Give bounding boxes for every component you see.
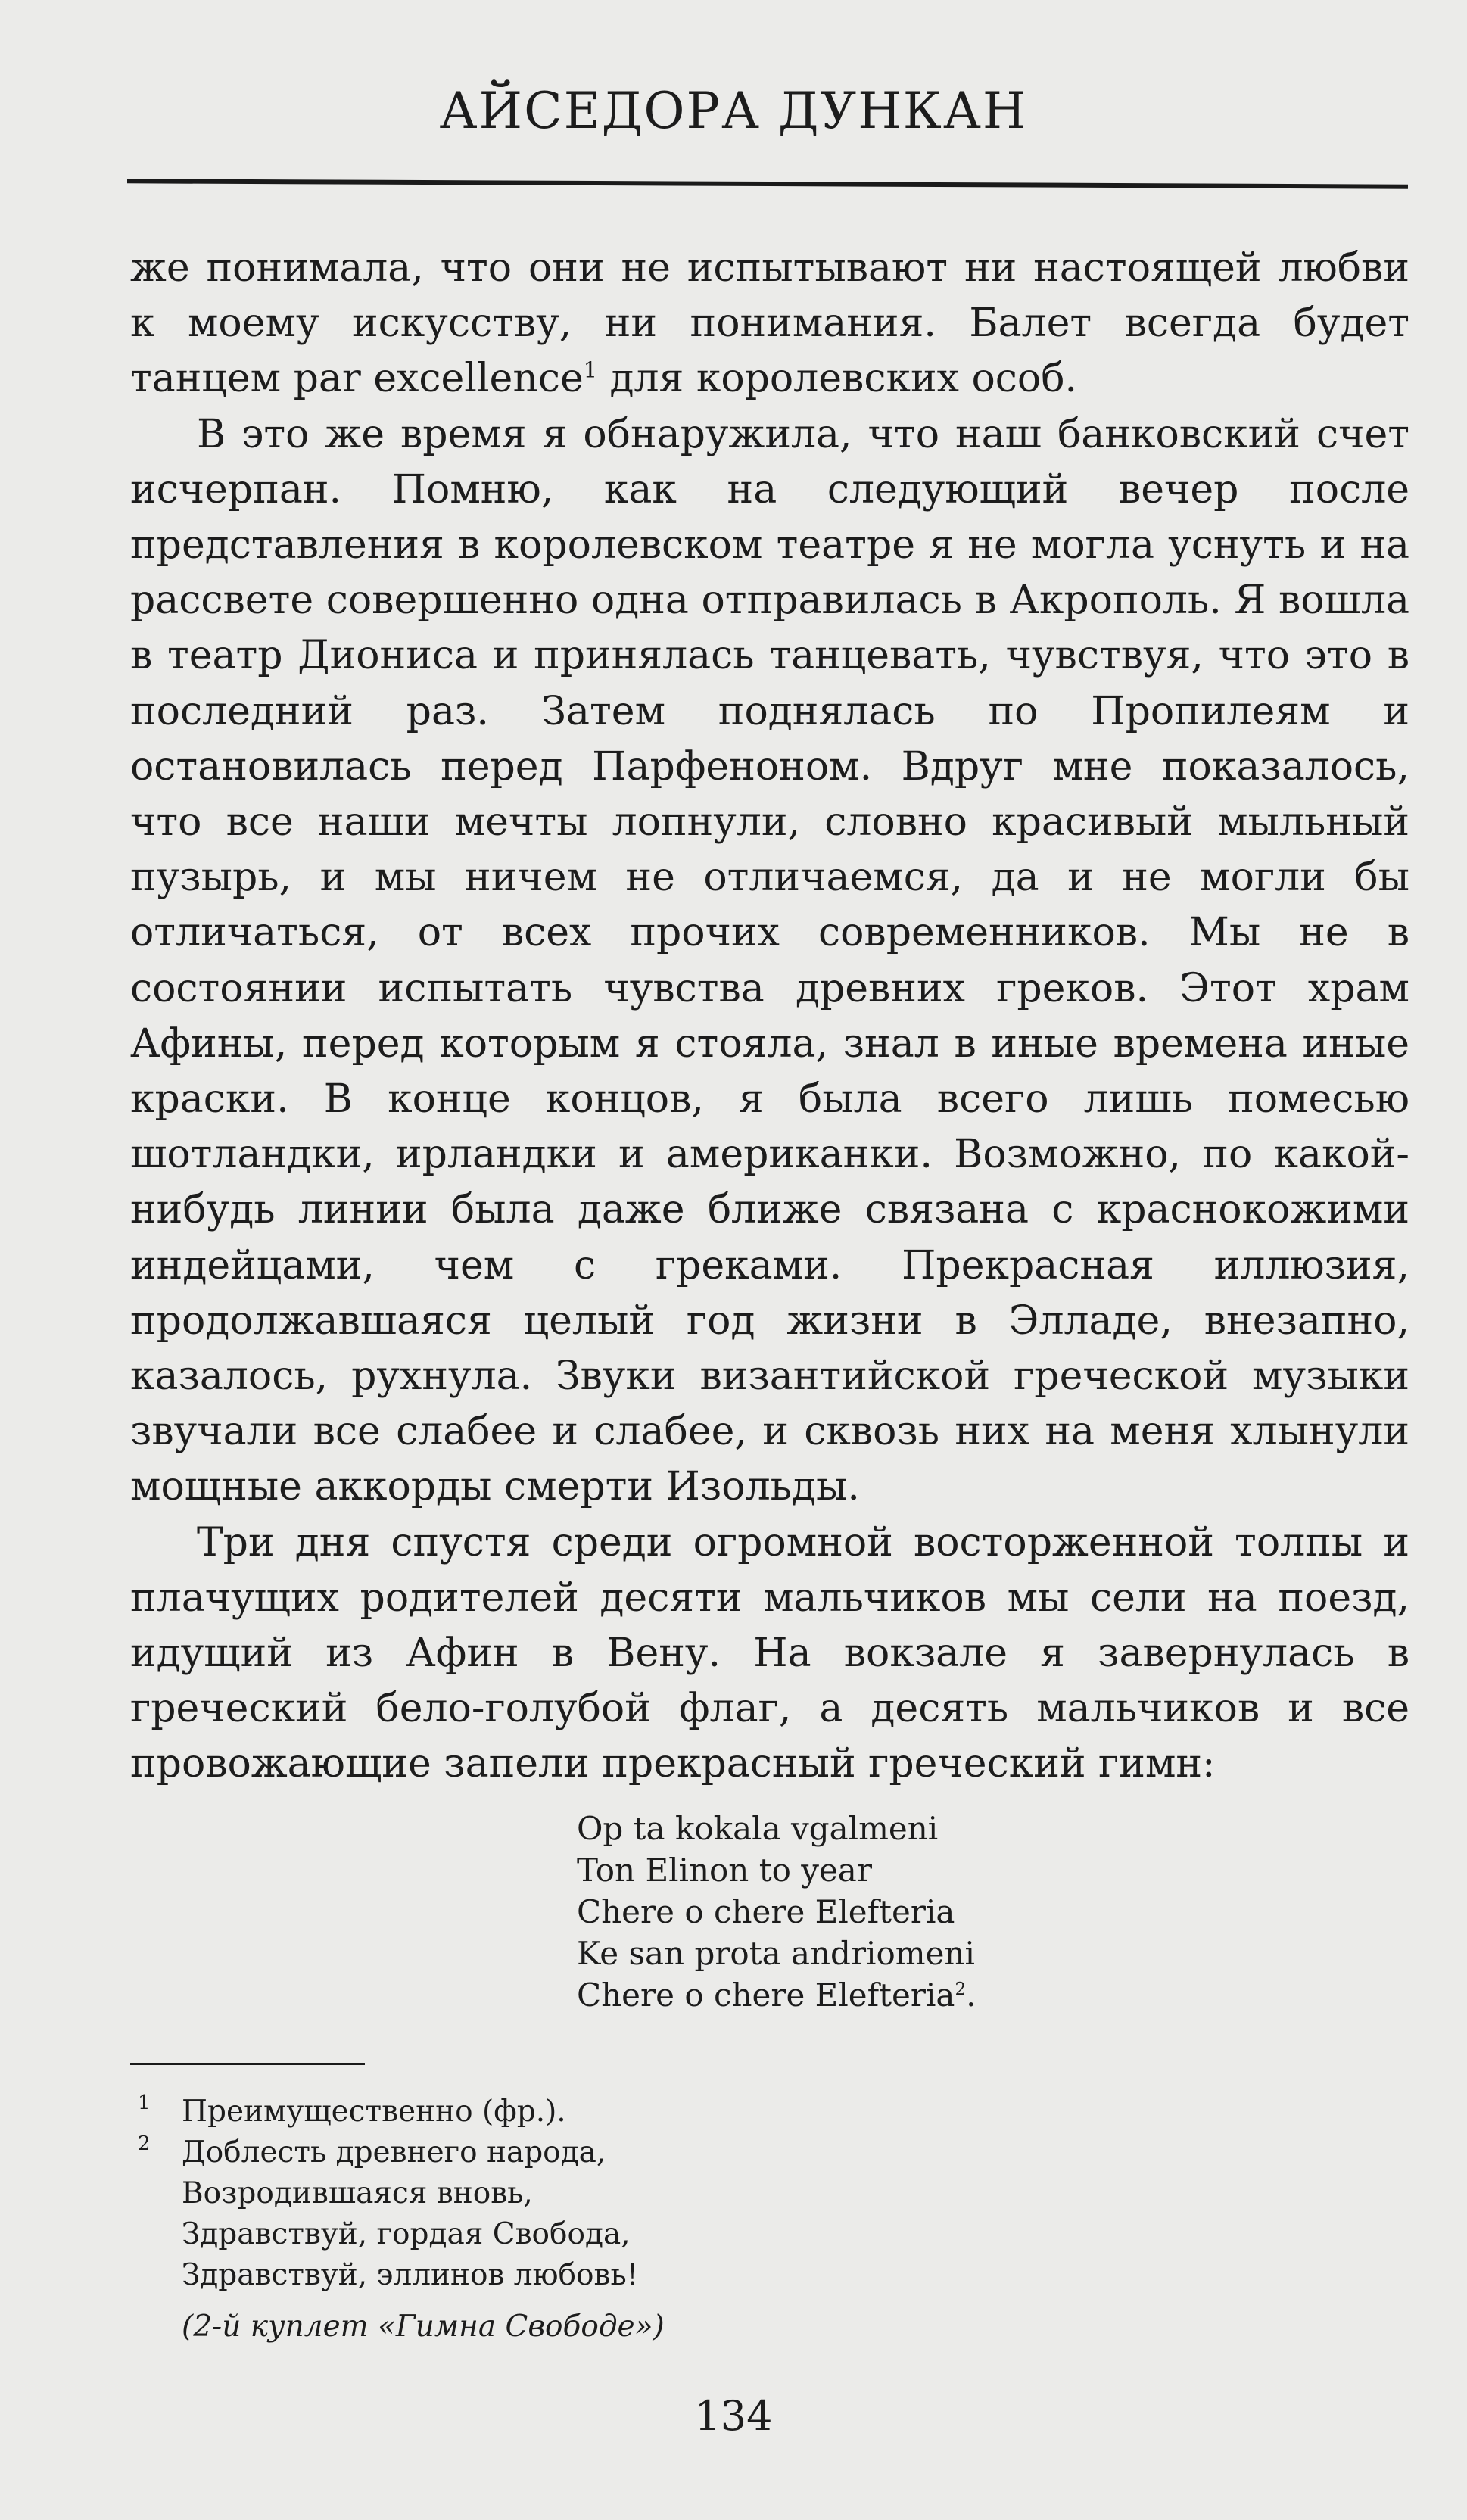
- verse-line: Chere o chere Elefteria: [577, 1893, 955, 1930]
- footnote-2-line: Возродившаяся вновь,: [182, 2176, 533, 2210]
- paragraph-2: В это же время я обнаружила, что наш банковский счет исчерпан. Помню, как на следующий вечер после представления в королевском театре я не могла уснуть и на рассвете совершенно одна отправилась в Акрополь. Я вошла в театр Диониса и принялась танцевать, чувствуя, что это в последний раз. Затем поднялась по Пропилеям и остановилась перед Парфеноном. Вдруг мне показалось, что все наши мечты лопнули, словно красивый мыльный пузырь, и мы ничем не отличаемся, да и не могли бы отличаться, от всех прочих современников. Мы не в состоянии испытать чувства древних греков. Этот храм Афины, перед которым я стояла, знал в иные времена иные краски. В конце концов, я была всего лишь помесью шотландки, ирландки и американки. Возможно, по какой-нибудь линии была даже ближе связана с краснокожими индейцами, чем с греками. Прекрасная иллюзия, продолжавшаяся целый год жизни в Элладе, внезапно, казалось, рухнула. Звуки византийской греческой музыки звучали все слабее и слабее, и сквозь них на меня хлынули мощные аккорды смерти Изольды.: [130, 411, 1409, 1510]
- verse-line: Ke san prota andriomeni: [577, 1935, 975, 1972]
- running-header: АЙСЕДОРА ДУНКАН: [439, 82, 1028, 140]
- footnote-1-marker: 1: [138, 2092, 151, 2114]
- footnote-2-line: Здравствуй, эллинов любовь!: [182, 2258, 639, 2292]
- hymn-verse: [577, 1808, 976, 2016]
- footnote-2-caption: (2-й куплет «Гимна Свободе»): [182, 2310, 665, 2344]
- paragraph-1: [130, 241, 1409, 407]
- verse-line: Ton Elinon to year: [577, 1852, 872, 1889]
- header-rule: [127, 179, 1408, 188]
- verse-line-last: [577, 1974, 976, 2016]
- footnote-ref-2: 2: [955, 1980, 967, 1999]
- footnote-2: [138, 2132, 665, 2296]
- paragraph-3: Три дня спустя среди огромной восторженной толпы и плачущих родителей десяти мальчиков мы сели на поезд, идущий из Афин в Вену. На вокзале я завернулась в греческий бело-голубой флаг, а десять мальчиков и все провожающие запели прекрасный греческий гимн:: [130, 1519, 1409, 1787]
- footnote-ref-1: 1: [583, 357, 597, 384]
- footnote-2-line: Доблесть древнего народа,: [182, 2135, 606, 2170]
- footnote-2-marker: 2: [138, 2132, 151, 2155]
- page-number: 134: [694, 2392, 773, 2440]
- verse-line-last-text: Chere o chere Elefteria: [577, 1976, 955, 2014]
- body-text: [130, 241, 1409, 1793]
- footnote-2-line: Здравствуй, гордая Свобода,: [182, 2217, 631, 2251]
- verse-line: Op ta kokala vgalmeni: [577, 1810, 939, 1847]
- footnote-1: [138, 2092, 665, 2132]
- paragraph-1-text: же понимала, что они не испытывают ни настоящей любви к моему искусству, ни понимания. Балет всегда будет танцем par excellence: [130, 245, 1409, 402]
- paragraph-1-end: для королевских особ.: [596, 356, 1078, 402]
- verse-line-last-end: .: [966, 1976, 976, 2014]
- footnote-rule: [130, 2063, 365, 2065]
- footnotes: [138, 2092, 665, 2347]
- footnote-1-text: Преимущественно (фр.).: [182, 2095, 566, 2129]
